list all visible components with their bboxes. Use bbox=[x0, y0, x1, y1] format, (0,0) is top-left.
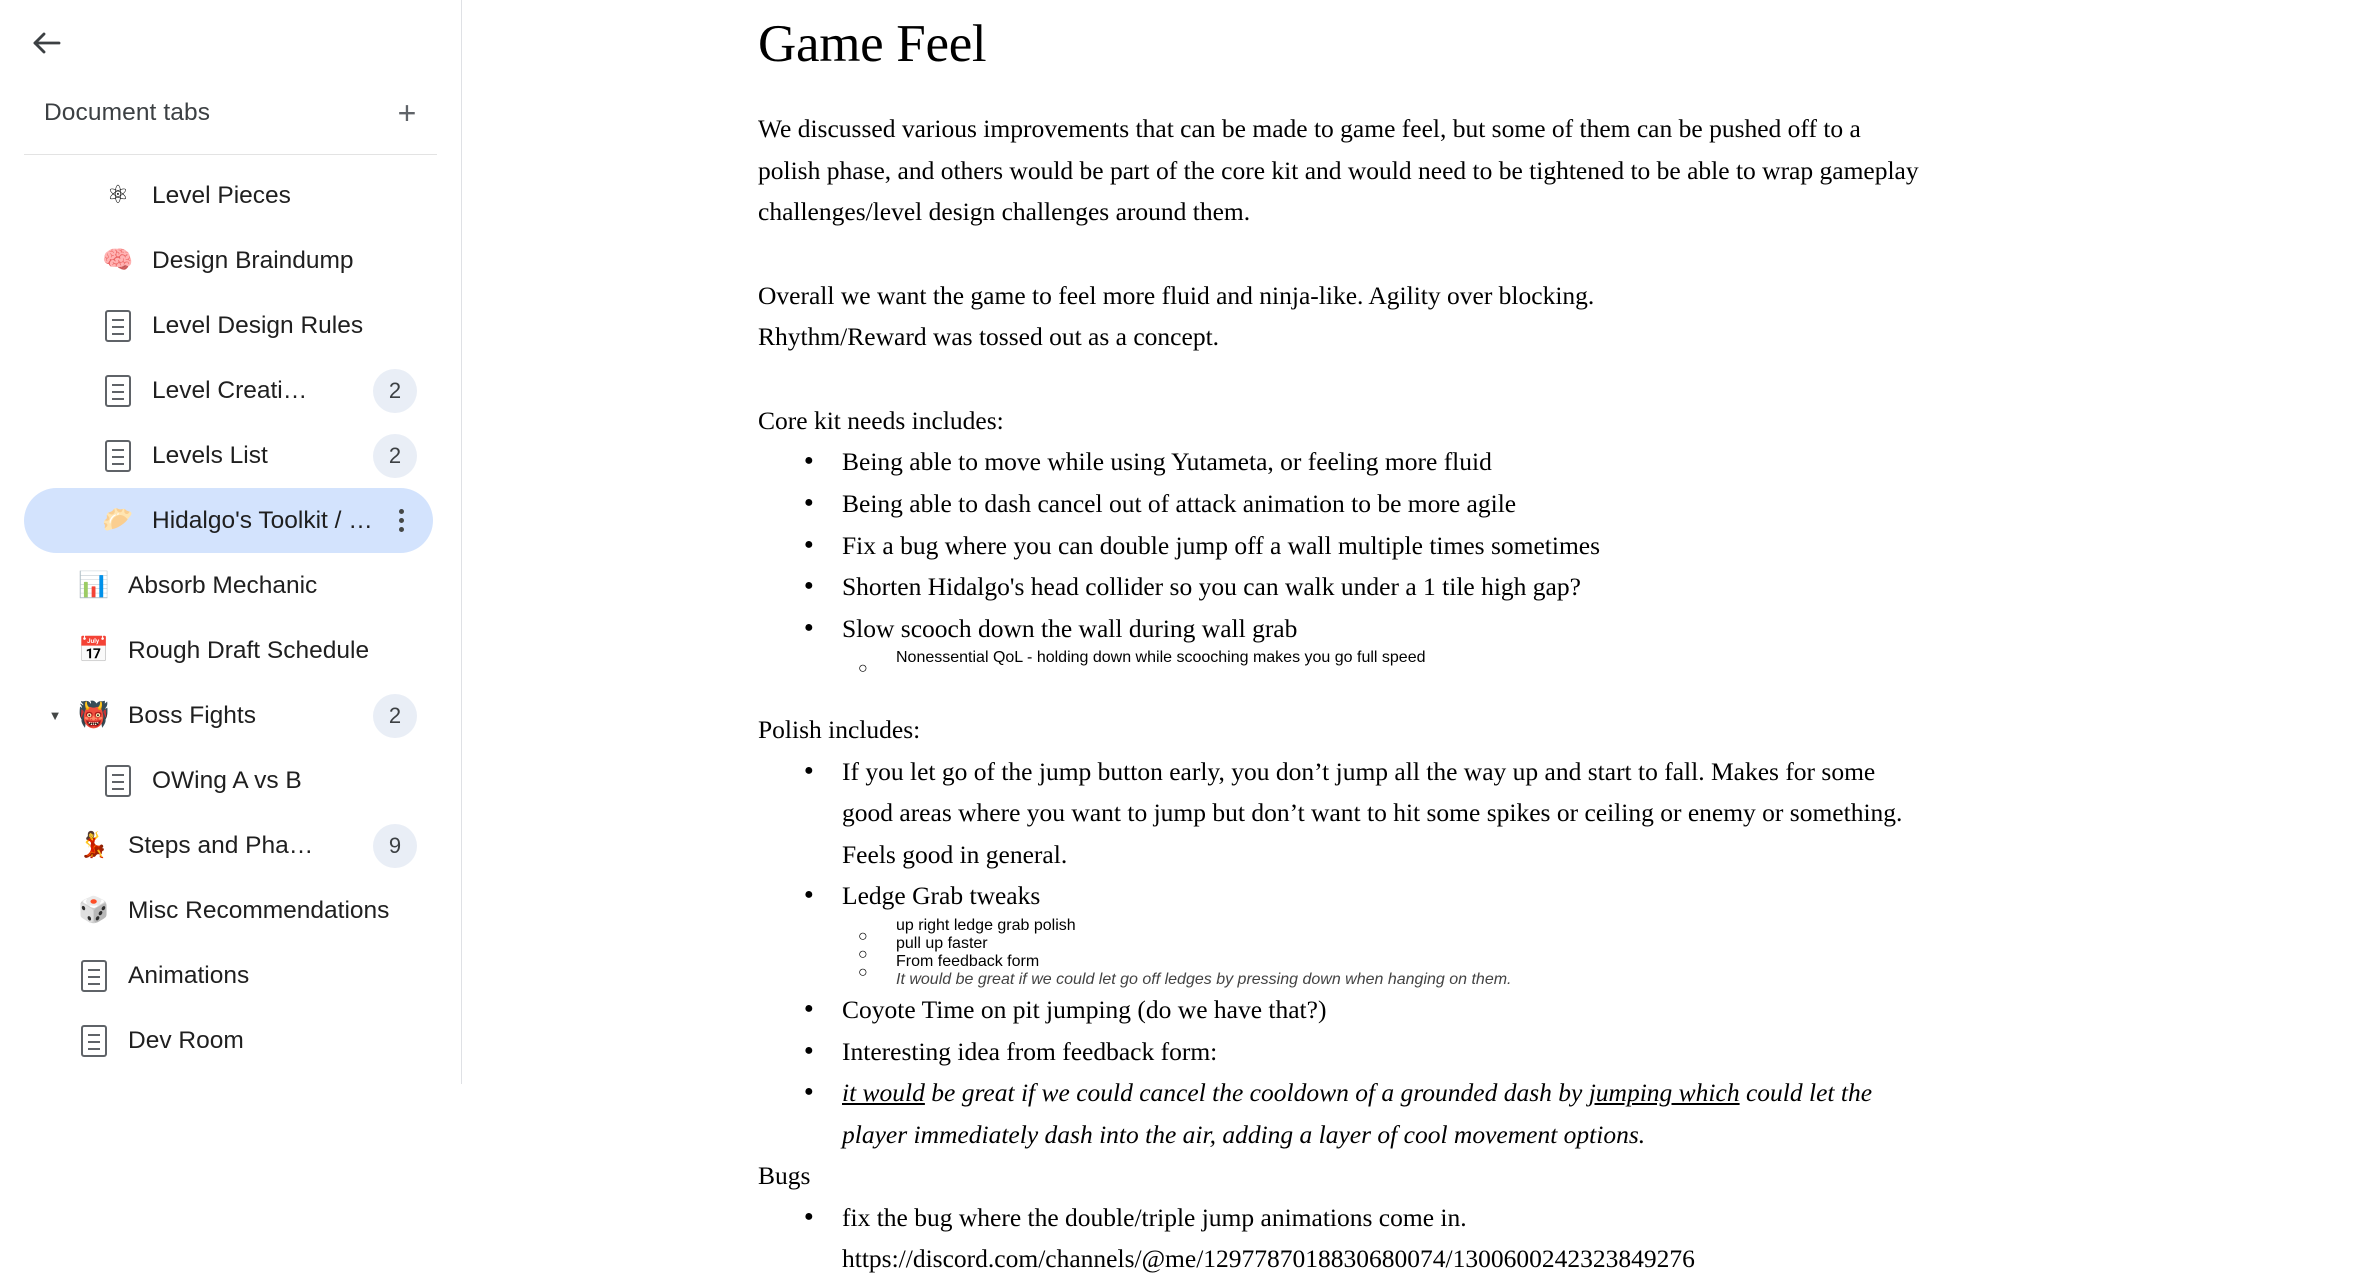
list-item-feedback-quote bbox=[790, 1072, 1928, 1155]
list-item: ● Being able to move while using Yutameta, or feeling more fluid bbox=[790, 441, 1928, 483]
document-tabs-label: Document tabs bbox=[44, 99, 211, 126]
sidebar-item-steps-and-pha[interactable] bbox=[24, 813, 433, 878]
list-item: ○ Nonessential QoL - holding down while scooching makes you go full speed bbox=[844, 649, 1928, 667]
sidebar-item-rough-draft-schedule[interactable] bbox=[24, 618, 433, 683]
dice-icon: 🎲 bbox=[78, 896, 110, 924]
sidebar-item-absorb-mechanic[interactable] bbox=[24, 553, 433, 618]
sidebar-item-badge: 9 bbox=[373, 824, 417, 868]
polish-list bbox=[758, 751, 1928, 1156]
bug-text: fix the bug where the double/triple jump animations come in. bbox=[842, 1202, 1467, 1232]
sidebar-item-badge: 2 bbox=[373, 369, 417, 413]
ledge-grab-quote: It would be great if we could let go off ledges by pressing down when hanging on them. bbox=[896, 971, 1512, 988]
doc-page-glyph bbox=[105, 765, 131, 797]
sidebar-item-label: Dev Room bbox=[128, 1026, 244, 1054]
list-item: ○ From feedback form bbox=[844, 953, 1928, 971]
tabs-divider bbox=[24, 154, 437, 155]
list-item: ● Interesting idea from feedback form: bbox=[790, 1031, 1928, 1073]
sidebar-item-level-creati[interactable] bbox=[24, 358, 433, 423]
quote-part-d: could let the player immediately dash into the air, adding a layer of cool movement options. bbox=[842, 1078, 1873, 1149]
back-arrow-icon[interactable] bbox=[26, 22, 68, 64]
sidebar-item-label: Levels List bbox=[152, 441, 268, 469]
document-tabs-sidebar bbox=[0, 0, 462, 1084]
spacer bbox=[758, 233, 1928, 275]
sidebar-item-owing-a-vs-b[interactable] bbox=[24, 748, 433, 813]
atom-icon: ⚛ bbox=[106, 181, 130, 209]
page-title: Game Feel bbox=[758, 15, 987, 73]
sidebar-item-animations[interactable] bbox=[24, 943, 433, 1008]
paragraph-intro: We discussed various improvements that can be made to game feel, but some of them can be pushed off to a polish phase, and others would be part of the core kit and would need to be tightened to be able to wrap gameplay challenges/level design challenges around them. bbox=[758, 114, 1919, 227]
bug-link[interactable]: https://discord.com/channels/@me/1297787018830680074/1300600242323849276 bbox=[842, 1244, 1695, 1274]
list-item: ● Ledge Grab tweaks bbox=[790, 875, 1928, 917]
spacer bbox=[758, 667, 1928, 709]
core-kit-sublist bbox=[790, 649, 1928, 667]
list-item: ● Slow scooch down the wall during wall grab bbox=[790, 608, 1928, 650]
doc-page-glyph bbox=[81, 960, 107, 992]
ledge-grab-sublist bbox=[790, 917, 1928, 989]
doc-icon bbox=[98, 371, 138, 411]
paragraph-overall-line1: Overall we want the game to feel more fluid and ninja-like. Agility over blocking. bbox=[758, 280, 1595, 310]
doc-page-glyph bbox=[105, 440, 131, 472]
sidebar-item-label: Level Creati… bbox=[152, 376, 308, 404]
chart-icon: 📊 bbox=[78, 571, 110, 599]
sidebar-header bbox=[0, 0, 461, 86]
document-tabs-title-row bbox=[0, 86, 461, 140]
list-item bbox=[790, 1197, 1928, 1280]
tab-options-icon[interactable] bbox=[381, 501, 421, 541]
sidebar-item-levels-list[interactable] bbox=[24, 423, 433, 488]
sidebar-item-badge: 2 bbox=[373, 694, 417, 738]
sidebar-item-hidalgo-s-toolkit[interactable] bbox=[24, 488, 433, 553]
sidebar-item-label: Design Braindump bbox=[152, 246, 354, 274]
list-item: ● Being able to dash cancel out of attack animation to be more agile bbox=[790, 483, 1928, 525]
core-kit-heading: Core kit needs includes: bbox=[758, 405, 1004, 435]
quote-underline-b: jumping which bbox=[1588, 1078, 1740, 1108]
list-item: ● Fix a bug where you can double jump off a wall multiple times sometimes bbox=[790, 525, 1928, 567]
sidebar-item-boss-fights[interactable] bbox=[24, 683, 433, 748]
sidebar-item-label: Misc Recommendations bbox=[128, 896, 390, 924]
doc-icon bbox=[98, 436, 138, 476]
person-icon: 💃 bbox=[78, 831, 110, 859]
doc-icon bbox=[98, 306, 138, 346]
sidebar-item-label: Level Design Rules bbox=[152, 311, 364, 339]
taco-icon: 🥟 bbox=[102, 506, 134, 534]
list-item: ● Shorten Hidalgo's head collider so you can walk under a 1 tile high gap? bbox=[790, 566, 1928, 608]
core-kit-list bbox=[758, 441, 1928, 667]
paragraph-overall-line2: Rhythm/Reward was tossed out as a concept. bbox=[758, 322, 1220, 352]
list-item: ● Coyote Time on pit jumping (do we have that?) bbox=[790, 989, 1928, 1031]
calendar-icon: 📅 bbox=[78, 636, 110, 664]
sidebar-item-label: Hidalgo's Toolkit / … bbox=[152, 506, 373, 534]
doc-icon bbox=[74, 956, 114, 996]
document-canvas[interactable] bbox=[462, 0, 2371, 1274]
list-item: ● If you let go of the jump button early, you don’t jump all the way up and start to fall. Makes for some good areas where you want to jump but don’t want to hit some spikes or ceiling or enemy or something. Feels good in general. bbox=[790, 751, 1928, 876]
sidebar-item-level-pieces[interactable] bbox=[24, 163, 433, 228]
brain-icon: 🧠 bbox=[102, 246, 134, 274]
sidebar-item-misc-recommendations[interactable] bbox=[24, 878, 433, 943]
list-item: ○ up right ledge grab polish bbox=[844, 917, 1928, 935]
sidebar-item-label: Level Pieces bbox=[152, 181, 291, 209]
doc-icon bbox=[98, 761, 138, 801]
doc-page-glyph bbox=[105, 310, 131, 342]
add-tab-button[interactable]: + bbox=[397, 95, 417, 131]
sidebar-item-label: Absorb Mechanic bbox=[128, 571, 318, 599]
doc-page-glyph bbox=[81, 1025, 107, 1057]
sidebar-item-label: Rough Draft Schedule bbox=[128, 636, 370, 664]
document-tabs-list[interactable] bbox=[0, 140, 461, 1084]
doc-page-glyph bbox=[105, 375, 131, 407]
sidebar-item-label: OWing A vs B bbox=[152, 766, 302, 794]
sidebar-item-badge: 2 bbox=[373, 434, 417, 478]
sidebar-item-level-design-rules[interactable] bbox=[24, 293, 433, 358]
chevron-down-icon[interactable]: ▼ bbox=[48, 708, 62, 723]
spacer bbox=[758, 358, 1928, 400]
document-page bbox=[462, 14, 2371, 1280]
sidebar-item-label: Boss Fights bbox=[128, 701, 256, 729]
list-item: ○ pull up faster bbox=[844, 935, 1928, 953]
sidebar-item-label: Animations bbox=[128, 961, 250, 989]
bugs-heading: Bugs bbox=[758, 1161, 811, 1191]
sidebar-item-design-braindump[interactable] bbox=[24, 228, 433, 293]
bugs-list bbox=[758, 1197, 1928, 1280]
boss-icon: 👹 bbox=[78, 701, 110, 729]
quote-underline-a: it would bbox=[842, 1078, 925, 1108]
sidebar-item-dev-room[interactable] bbox=[24, 1008, 433, 1073]
polish-heading: Polish includes: bbox=[758, 715, 921, 745]
quote-part-b: be great if we could cancel the cooldown of a grounded dash by bbox=[924, 1078, 1589, 1108]
sidebar-item-label: Steps and Pha… bbox=[128, 831, 314, 859]
doc-icon bbox=[74, 1021, 114, 1061]
